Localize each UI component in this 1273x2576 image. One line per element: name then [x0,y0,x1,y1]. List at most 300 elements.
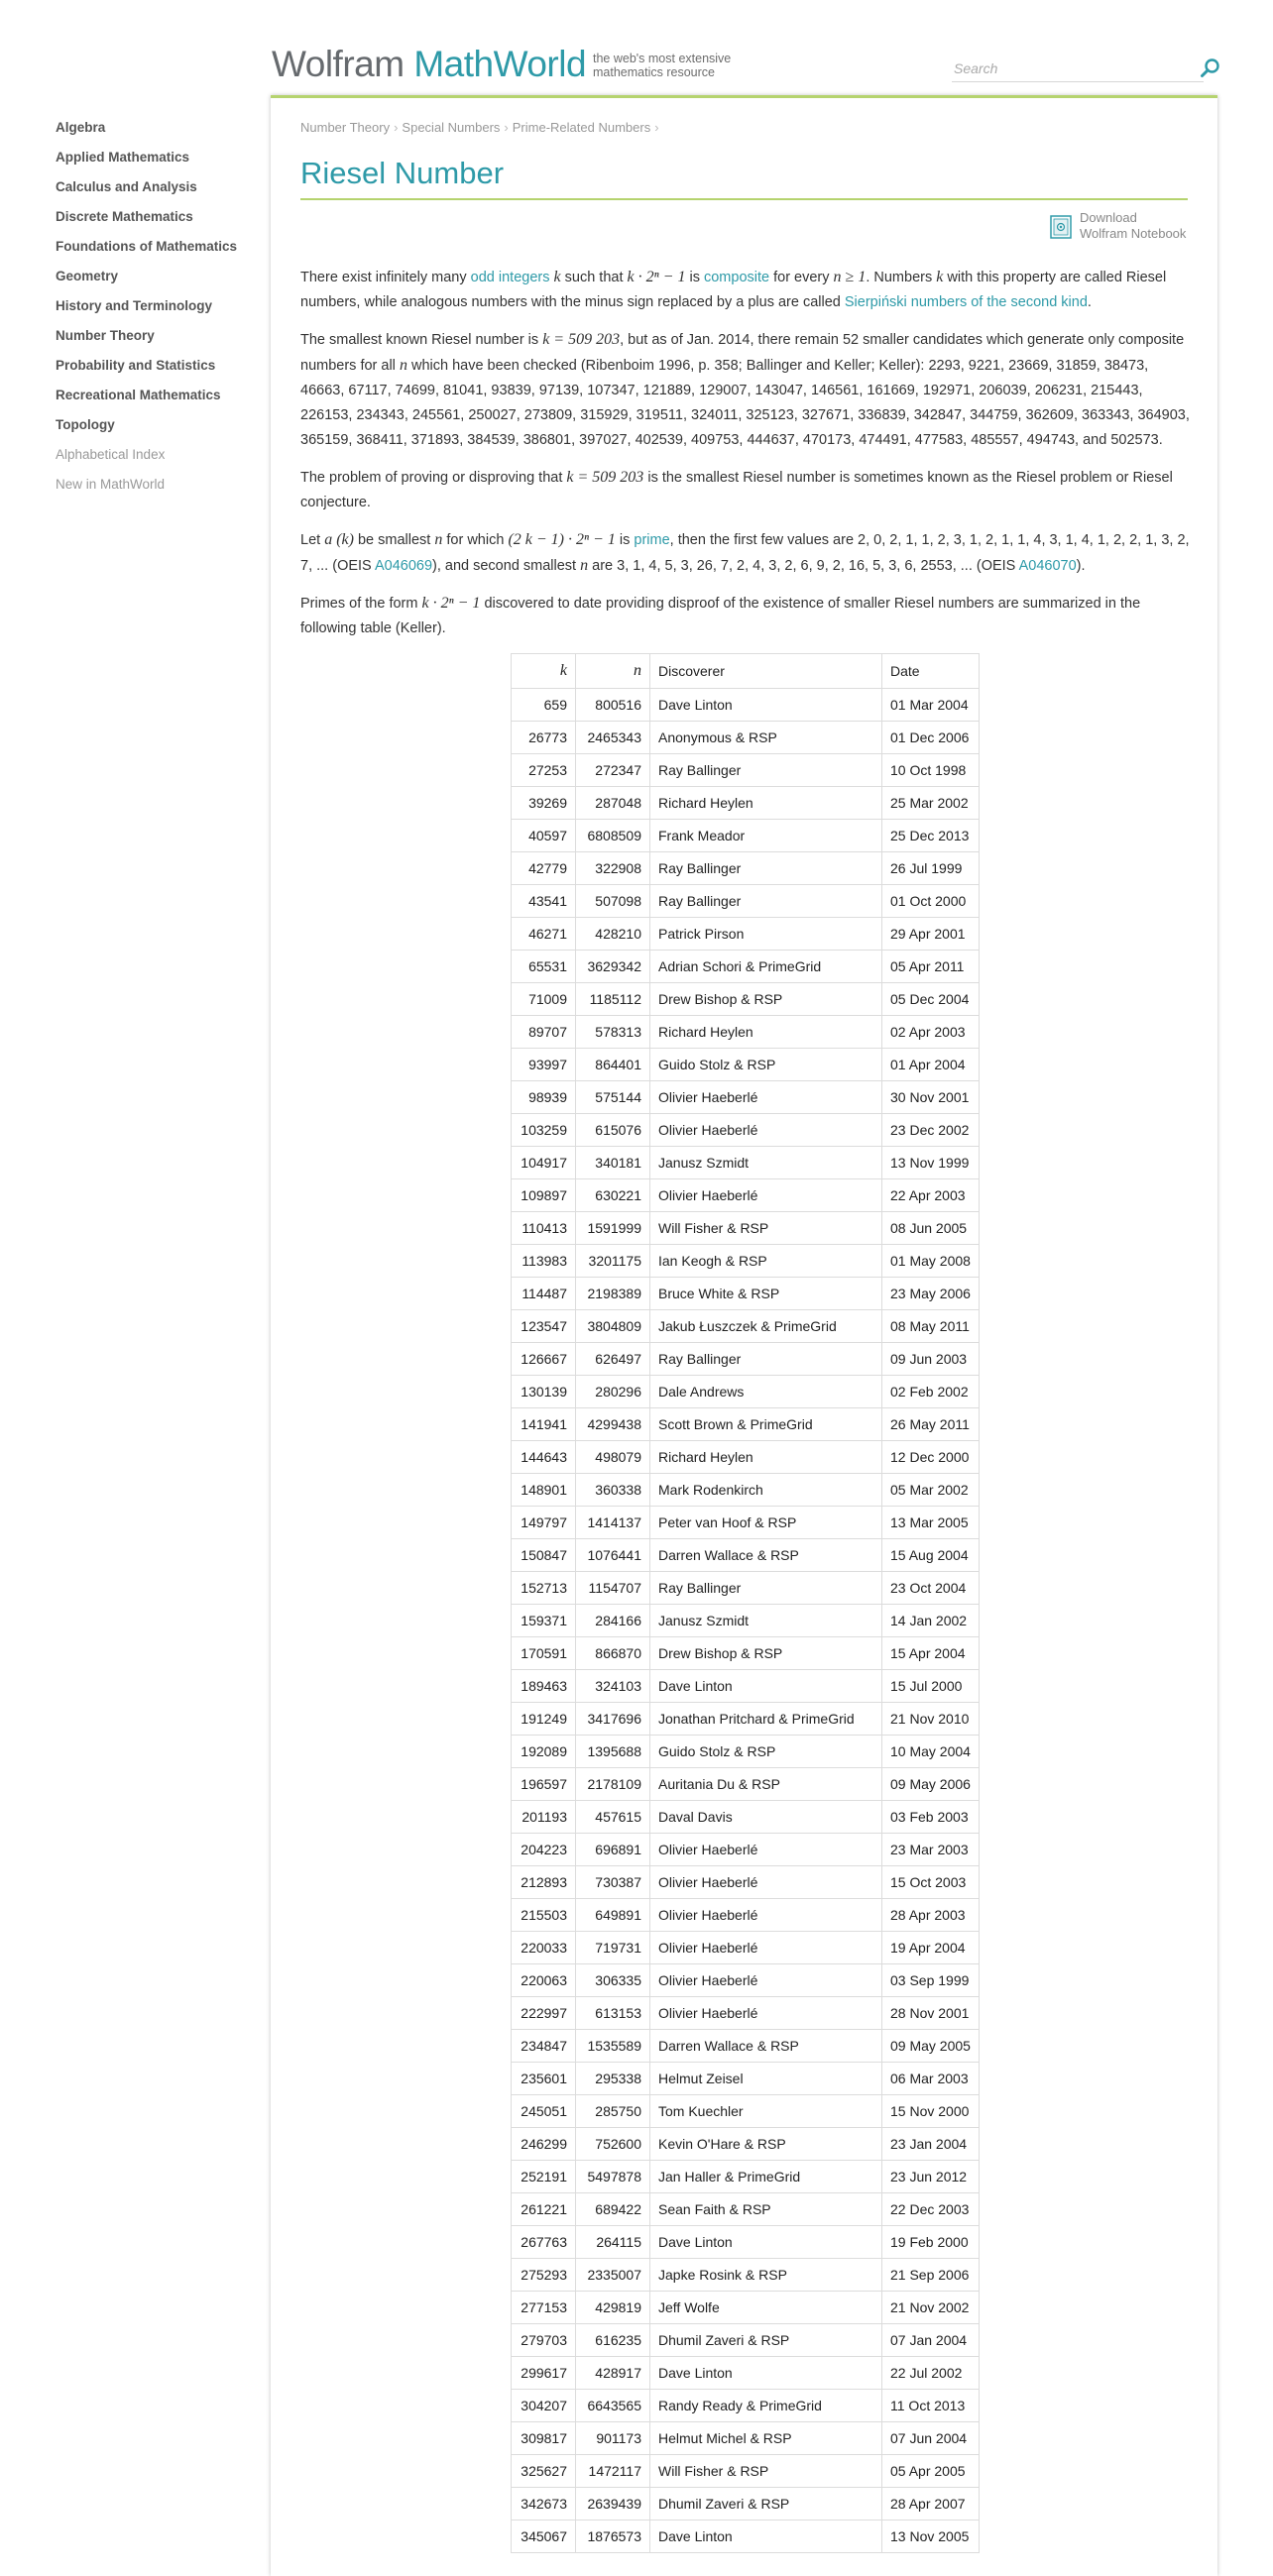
table-row [512,1572,980,1605]
cell-k: 104917 [512,1147,576,1179]
cell-date: 07 Jun 2004 [882,2422,980,2455]
cell-n: 1414137 [576,1507,650,1539]
cell-date: 23 May 2006 [882,1278,980,1310]
table-row [512,918,980,951]
sidebar-item-foundations-of-mathematics[interactable]: Foundations of Mathematics [56,239,238,254]
cell-k: 191249 [512,1703,576,1736]
cell-discoverer: Olivier Haeberlé [650,1866,882,1899]
cell-date: 22 Dec 2003 [882,2193,980,2226]
cell-k: 109897 [512,1179,576,1212]
math-inline: k · 2ⁿ − 1 [627,269,686,285]
table-row [512,2063,980,2095]
sidebar-item-number-theory[interactable]: Number Theory [56,328,155,343]
cell-discoverer: Jan Haller & PrimeGrid [650,2161,882,2193]
table-row [512,2357,980,2390]
notebook-label-line2: Wolfram Notebook [1080,226,1187,241]
cell-discoverer: Mark Rodenkirch [650,1474,882,1507]
cell-discoverer: Dave Linton [650,2520,882,2553]
breadcrumb-separator: › [654,120,659,135]
cell-n: 866870 [576,1637,650,1670]
cell-n: 498079 [576,1441,650,1474]
table-row [512,2324,980,2357]
sidebar-item-probability-and-statistics[interactable]: Probability and Statistics [56,358,216,373]
cell-k: 234847 [512,2030,576,2063]
cell-discoverer: Ray Ballinger [650,852,882,885]
table-row [512,2292,980,2324]
cell-discoverer: Scott Brown & PrimeGrid [650,1408,882,1441]
cell-date: 21 Sep 2006 [882,2259,980,2292]
cell-date: 15 Aug 2004 [882,1539,980,1572]
cell-discoverer: Drew Bishop & RSP [650,983,882,1016]
cell-date: 19 Apr 2004 [882,1932,980,1964]
cell-date: 06 Mar 2003 [882,2063,980,2095]
sidebar-item-recreational-mathematics[interactable]: Recreational Mathematics [56,388,221,402]
cell-date: 01 Dec 2006 [882,722,980,754]
cell-date: 23 Mar 2003 [882,1834,980,1866]
sidebar-item-calculus-and-analysis[interactable]: Calculus and Analysis [56,179,197,194]
table-row [512,1114,980,1147]
cell-n: 4299438 [576,1408,650,1441]
cell-date: 13 Mar 2005 [882,1507,980,1539]
cell-n: 507098 [576,885,650,918]
table-row [512,1507,980,1539]
cell-k: 46271 [512,918,576,951]
tagline-line: mathematics resource [593,65,715,79]
cell-n: 3201175 [576,1245,650,1278]
math-inline: n [580,557,589,574]
cell-date: 03 Feb 2003 [882,1801,980,1834]
cell-date: 02 Apr 2003 [882,1016,980,1049]
cell-date: 10 May 2004 [882,1736,980,1768]
cell-k: 150847 [512,1539,576,1572]
article-body [300,265,1193,653]
cell-k: 40597 [512,820,576,852]
cell-k: 192089 [512,1736,576,1768]
cell-n: 1185112 [576,983,650,1016]
cell-k: 152713 [512,1572,576,1605]
cell-n: 2335007 [576,2259,650,2292]
cell-discoverer: Helmut Michel & RSP [650,2422,882,2455]
cell-discoverer: Ray Ballinger [650,1572,882,1605]
table-row [512,1147,980,1179]
cell-date: 12 Dec 2000 [882,1441,980,1474]
cell-k: 144643 [512,1441,576,1474]
cell-date: 10 Oct 1998 [882,754,980,787]
table-row [512,2128,980,2161]
cell-n: 285750 [576,2095,650,2128]
cell-date: 30 Nov 2001 [882,1081,980,1114]
cell-k: 65531 [512,951,576,983]
table-row [512,2030,980,2063]
table-row [512,1670,980,1703]
cell-n: 752600 [576,2128,650,2161]
cell-discoverer: Dale Andrews [650,1376,882,1408]
cell-k: 141941 [512,1408,576,1441]
cell-discoverer: Helmut Zeisel [650,2063,882,2095]
cell-n: 578313 [576,1016,650,1049]
cell-date: 11 Oct 2013 [882,2390,980,2422]
site-header [0,0,1273,95]
cell-date: 21 Nov 2002 [882,2292,980,2324]
cell-n: 1876573 [576,2520,650,2553]
link-composite[interactable]: composite [703,270,770,285]
link-oeis-a046070[interactable]: A046070 [1018,558,1077,574]
cell-date: 01 Apr 2004 [882,1049,980,1081]
cell-n: 457615 [576,1801,650,1834]
table-row [512,1179,980,1212]
cell-n: 616235 [576,2324,650,2357]
cell-discoverer: Olivier Haeberlé [650,1932,882,1964]
cell-k: 103259 [512,1114,576,1147]
cell-date: 15 Apr 2004 [882,1637,980,1670]
cell-discoverer: Darren Wallace & RSP [650,2030,882,2063]
paragraph-riesel-problem: The problem of proving or disproving that k = 509 203 is the smallest Riesel number is sometimes known as the Riesel problem or Riesel conjecture. [300,469,1173,510]
cell-date: 01 Mar 2004 [882,689,980,722]
breadcrumb-item[interactable]: Special Numbers [402,120,501,135]
cell-discoverer: Ray Ballinger [650,754,882,787]
cell-n: 626497 [576,1343,650,1376]
cell-n: 429819 [576,2292,650,2324]
notebook-label-line1: Download [1080,210,1137,225]
cell-date: 05 Apr 2005 [882,2455,980,2488]
cell-k: 342673 [512,2488,576,2520]
cell-k: 42779 [512,852,576,885]
cell-k: 170591 [512,1637,576,1670]
cell-discoverer: Olivier Haeberlé [650,1834,882,1866]
table-row [512,1605,980,1637]
cell-discoverer: Richard Heylen [650,1016,882,1049]
site-tagline [593,52,742,79]
search-input[interactable] [952,56,1204,82]
table-row [512,1016,980,1049]
link-sierpinski-numbers[interactable]: Sierpiński numbers of the second kind [844,294,1088,310]
cell-discoverer: Jeff Wolfe [650,2292,882,2324]
cell-date: 05 Mar 2002 [882,1474,980,1507]
cell-discoverer: Dave Linton [650,2226,882,2259]
table-row [512,2193,980,2226]
table-row [512,1539,980,1572]
column-header-k: k [512,654,576,689]
cell-k: 26773 [512,722,576,754]
cell-discoverer: Peter van Hoof & RSP [650,1507,882,1539]
table-row [512,2226,980,2259]
table-row [512,2095,980,2128]
table-row [512,1245,980,1278]
cell-k: 659 [512,689,576,722]
breadcrumb-separator: › [504,120,509,135]
table-row [512,1441,980,1474]
cell-discoverer: Kevin O'Hare & RSP [650,2128,882,2161]
table-body [512,689,980,2553]
table-row [512,1768,980,1801]
cell-k: 304207 [512,2390,576,2422]
cell-date: 28 Apr 2007 [882,2488,980,2520]
cell-n: 280296 [576,1376,650,1408]
cell-n: 324103 [576,1670,650,1703]
cell-date: 09 May 2005 [882,2030,980,2063]
cell-n: 272347 [576,754,650,787]
cell-k: 93997 [512,1049,576,1081]
cell-discoverer: Auritania Du & RSP [650,1768,882,1801]
cell-discoverer: Randy Ready & PrimeGrid [650,2390,882,2422]
cell-date: 23 Dec 2002 [882,1114,980,1147]
cell-k: 220033 [512,1932,576,1964]
search-button[interactable] [1198,56,1223,81]
cell-discoverer: Darren Wallace & RSP [650,1539,882,1572]
cell-n: 5497878 [576,2161,650,2193]
cell-discoverer: Daval Davis [650,1801,882,1834]
table-row [512,1408,980,1441]
cell-n: 689422 [576,2193,650,2226]
cell-n: 2178109 [576,1768,650,1801]
cell-discoverer: Patrick Pirson [650,918,882,951]
table-row [512,722,980,754]
cell-n: 1591999 [576,1212,650,1245]
table-row [512,1310,980,1343]
cell-k: 148901 [512,1474,576,1507]
cell-discoverer: Jonathan Pritchard & PrimeGrid [650,1703,882,1736]
notebook-icon [1050,215,1072,239]
download-notebook-button[interactable] [1050,210,1199,244]
math-inline: k = 509 203 [542,331,621,348]
cell-date: 15 Nov 2000 [882,2095,980,2128]
cell-n: 630221 [576,1179,650,1212]
cell-date: 23 Oct 2004 [882,1572,980,1605]
table-row [512,1997,980,2030]
cell-date: 08 Jun 2005 [882,1212,980,1245]
cell-discoverer: Will Fisher & RSP [650,2455,882,2488]
cell-date: 26 May 2011 [882,1408,980,1441]
cell-k: 252191 [512,2161,576,2193]
cell-n: 1395688 [576,1736,650,1768]
cell-k: 71009 [512,983,576,1016]
cell-k: 235601 [512,2063,576,2095]
cell-discoverer: Olivier Haeberlé [650,1114,882,1147]
table-row [512,951,980,983]
math-inline: n [399,357,407,374]
cell-n: 340181 [576,1147,650,1179]
column-header-discoverer: Discoverer [650,654,882,689]
table-row [512,2422,980,2455]
cell-discoverer: Ray Ballinger [650,1343,882,1376]
breadcrumb-item[interactable]: Number Theory [300,120,391,135]
cell-n: 3804809 [576,1310,650,1343]
cell-discoverer: Olivier Haeberlé [650,1997,882,2030]
cell-discoverer: Anonymous & RSP [650,722,882,754]
cell-n: 2465343 [576,722,650,754]
paragraph-smallest-known: The smallest known Riesel number is k = 509 203, but as of Jan. 2014, there remain 52 smaller candidates which generate only composite numbers for all n which have been checked (Ribenboim 1996, p. 358; Ballinger and Keller; Keller): 2293, 9221, 23669, 31859, 38473, 46663, 67117, 74699, 81041, 93839, 97139, 107347, 121889, 129007, 143047, 146561, 161669, 192971, 206039, 206231, 215443, 226153, 234343, 245561, 250027, 273809, 315929, 319511, 324011, 325123, 327671, 336839, 342847, 344759, 362609, 363343, 364903, 365159, 368411, 371893, 384539, 386801, 397027, 402539, 409753, 444637, 470173, 474491, 477583, 485557, 494743, and 502573. [300,331,1190,448]
riesel-primes-table-wrapper [511,653,980,2553]
sidebar-item-geometry[interactable]: Geometry [56,269,119,283]
cell-k: 159371 [512,1605,576,1637]
cell-date: 28 Apr 2003 [882,1899,980,1932]
table-header-row [512,654,980,689]
cell-k: 279703 [512,2324,576,2357]
table-row [512,1736,980,1768]
cell-discoverer: Jakub Łuszczek & PrimeGrid [650,1310,882,1343]
page-title: Riesel Number [300,156,505,190]
table-row [512,852,980,885]
cell-k: 267763 [512,2226,576,2259]
cell-date: 23 Jun 2012 [882,2161,980,2193]
table-row [512,1834,980,1866]
table-row [512,1212,980,1245]
cell-date: 22 Apr 2003 [882,1179,980,1212]
table-row [512,787,980,820]
topic-sidebar [56,118,264,504]
wolfram-mathworld-logo[interactable] [272,44,586,85]
cell-n: 800516 [576,689,650,722]
logo-wolfram-text: Wolfram [272,44,405,84]
cell-k: 126667 [512,1343,576,1376]
cell-n: 2198389 [576,1278,650,1310]
cell-discoverer: Japke Rosink & RSP [650,2259,882,2292]
cell-discoverer: Richard Heylen [650,1441,882,1474]
table-row [512,2455,980,2488]
table-row [512,885,980,918]
cell-date: 25 Dec 2013 [882,820,980,852]
cell-discoverer: Olivier Haeberlé [650,1899,882,1932]
cell-date: 01 May 2008 [882,1245,980,1278]
cell-n: 6643565 [576,2390,650,2422]
math-inline: k [553,269,561,285]
cell-k: 204223 [512,1834,576,1866]
cell-k: 309817 [512,2422,576,2455]
cell-n: 428917 [576,2357,650,2390]
sidebar-item-discrete-mathematics[interactable]: Discrete Mathematics [56,209,193,224]
table-row [512,820,980,852]
cell-discoverer: Dave Linton [650,2357,882,2390]
cell-k: 215503 [512,1899,576,1932]
cell-n: 730387 [576,1866,650,1899]
table-row [512,1049,980,1081]
cell-discoverer: Will Fisher & RSP [650,1212,882,1245]
table-row [512,1343,980,1376]
paragraph-definition: There exist infinitely many odd integers k such that k · 2ⁿ − 1 is composite for every n ≥ 1. Numbers k with this property are called Riesel numbers, while analogous numbers with the minus sign replaced by a plus are called Sierpiński numbers of the second kind. [300,269,1167,310]
cell-k: 261221 [512,2193,576,2226]
cell-date: 28 Nov 2001 [882,1997,980,2030]
cell-date: 02 Feb 2002 [882,1376,980,1408]
cell-k: 212893 [512,1866,576,1899]
table-row [512,2161,980,2193]
cell-date: 01 Oct 2000 [882,885,980,918]
cell-k: 149797 [512,1507,576,1539]
breadcrumb-separator: › [394,120,399,135]
cell-k: 277153 [512,2292,576,2324]
table-row [512,1376,980,1408]
cell-n: 284166 [576,1605,650,1637]
cell-date: 15 Oct 2003 [882,1866,980,1899]
cell-n: 901173 [576,2422,650,2455]
sidebar-item-topology[interactable]: Topology [56,417,115,432]
cell-date: 19 Feb 2000 [882,2226,980,2259]
cell-n: 264115 [576,2226,650,2259]
table-row [512,2488,980,2520]
cell-n: 360338 [576,1474,650,1507]
search-icon [1198,56,1223,81]
cell-k: 189463 [512,1670,576,1703]
table-row [512,1278,980,1310]
cell-k: 201193 [512,1801,576,1834]
cell-k: 123547 [512,1310,576,1343]
article-panel [271,95,1217,2576]
table-row [512,2259,980,2292]
cell-n: 428210 [576,918,650,951]
cell-discoverer: Bruce White & RSP [650,1278,882,1310]
breadcrumb [300,120,663,135]
cell-n: 306335 [576,1964,650,1997]
cell-k: 43541 [512,885,576,918]
cell-discoverer: Janusz Szmidt [650,1605,882,1637]
cell-discoverer: Olivier Haeberlé [650,1964,882,1997]
cell-n: 1535589 [576,2030,650,2063]
cell-discoverer: Olivier Haeberlé [650,1081,882,1114]
cell-k: 220063 [512,1964,576,1997]
cell-n: 322908 [576,852,650,885]
cell-date: 25 Mar 2002 [882,787,980,820]
cell-n: 287048 [576,787,650,820]
cell-k: 89707 [512,1016,576,1049]
table-row [512,1899,980,1932]
sidebar-item-algebra[interactable]: Algebra [56,120,106,135]
breadcrumb-item[interactable]: Prime-Related Numbers [512,120,651,135]
cell-discoverer: Richard Heylen [650,787,882,820]
link-odd-integers[interactable]: odd integers [470,270,550,285]
math-inline: n ≥ 1 [833,269,867,285]
table-row [512,1801,980,1834]
cell-discoverer: Ray Ballinger [650,885,882,918]
cell-date: 23 Jan 2004 [882,2128,980,2161]
cell-date: 09 Jun 2003 [882,1343,980,1376]
table-row [512,983,980,1016]
cell-date: 21 Nov 2010 [882,1703,980,1736]
cell-discoverer: Adrian Schori & PrimeGrid [650,951,882,983]
math-inline: k = 509 203 [566,469,644,486]
math-inline: k [936,269,944,285]
cell-n: 613153 [576,1997,650,2030]
sidebar-item-new-in-mathworld[interactable]: New in MathWorld [56,477,166,492]
cell-n: 1472117 [576,2455,650,2488]
cell-k: 27253 [512,754,576,787]
cell-n: 649891 [576,1899,650,1932]
cell-k: 325627 [512,2455,576,2488]
cell-k: 245051 [512,2095,576,2128]
link-oeis-a046069[interactable]: A046069 [374,558,433,574]
cell-k: 345067 [512,2520,576,2553]
cell-discoverer: Tom Kuechler [650,2095,882,2128]
link-prime[interactable]: prime [634,532,670,548]
sidebar-item-history-and-terminology[interactable]: History and Terminology [56,298,213,313]
cell-k: 98939 [512,1081,576,1114]
sidebar-item-applied-mathematics[interactable]: Applied Mathematics [56,150,190,165]
cell-discoverer: Olivier Haeberlé [650,1179,882,1212]
cell-date: 05 Apr 2011 [882,951,980,983]
cell-n: 2639439 [576,2488,650,2520]
sidebar-item-alphabetical-index[interactable]: Alphabetical Index [56,447,166,462]
cell-n: 1154707 [576,1572,650,1605]
math-inline: k · 2ⁿ − 1 [421,595,481,612]
cell-n: 3417696 [576,1703,650,1736]
cell-discoverer: Dave Linton [650,1670,882,1703]
cell-date: 14 Jan 2002 [882,1605,980,1637]
table-row [512,754,980,787]
cell-discoverer: Frank Meador [650,820,882,852]
tagline-line: the web's most extensive [593,52,732,65]
cell-date: 15 Jul 2000 [882,1670,980,1703]
cell-date: 07 Jan 2004 [882,2324,980,2357]
cell-n: 6808509 [576,820,650,852]
cell-date: 13 Nov 1999 [882,1147,980,1179]
